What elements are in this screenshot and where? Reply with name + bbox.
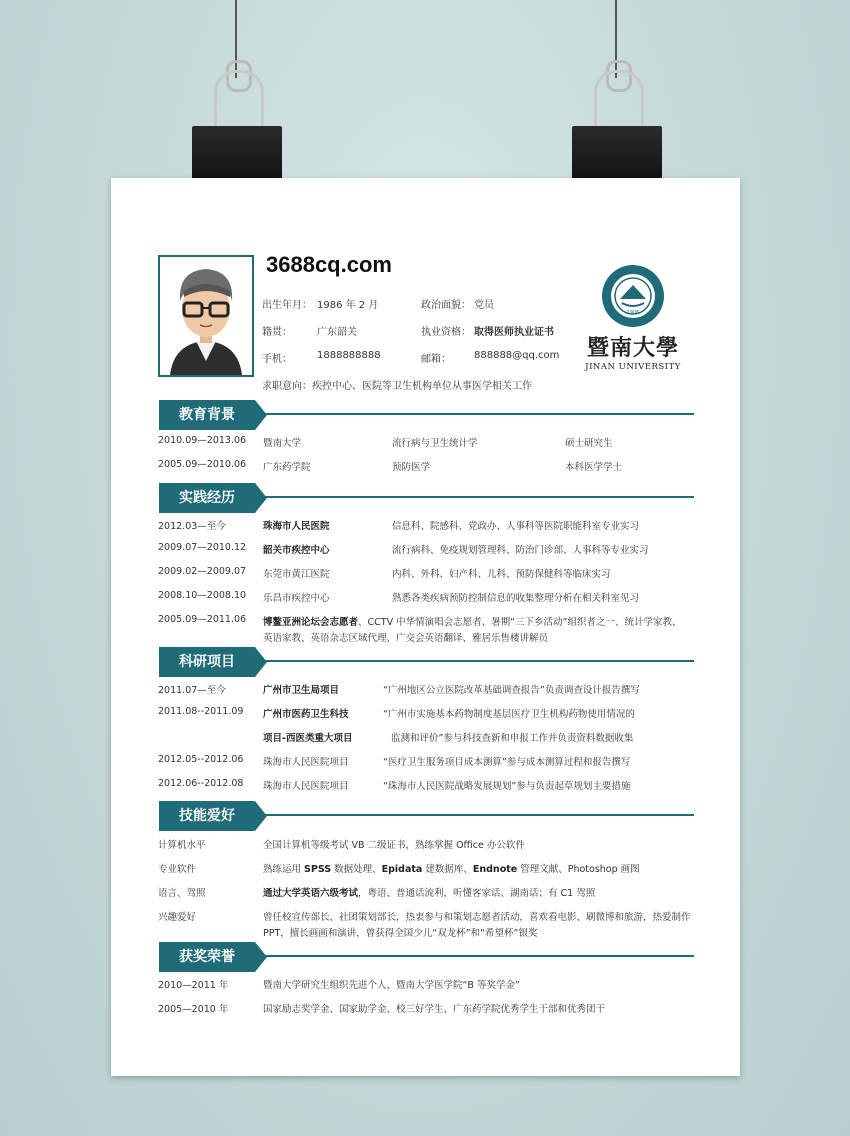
education-degree: 硕士研究生 bbox=[565, 438, 613, 449]
binder-clip-right bbox=[572, 60, 662, 182]
seal-year: 1906 bbox=[626, 310, 640, 316]
section-divider bbox=[255, 660, 694, 662]
university-name-cn: 暨南大學 bbox=[586, 335, 679, 361]
university-seal-icon bbox=[578, 263, 688, 329]
education-date: 2010.09—2013.06 bbox=[158, 435, 247, 446]
candidate-name: 3688cq.com bbox=[266, 252, 392, 277]
practice-org: 东莞市黄江医院 bbox=[263, 569, 330, 580]
research-date: 2011.08--2011.09 bbox=[158, 706, 244, 717]
practice-date: 2008.10—2008.10 bbox=[158, 590, 247, 601]
birth-label: 出生年月： bbox=[262, 300, 312, 311]
hometown-value: 广东韶关 bbox=[317, 327, 357, 338]
skill-desc: 熟练运用 bbox=[263, 864, 305, 875]
resume-sheet bbox=[111, 178, 740, 1076]
license-label: 执业资格： bbox=[421, 327, 471, 338]
section-awards-title: 获奖荣誉 bbox=[159, 942, 255, 972]
skill-desc: 管理文献、Photoshop 画图 bbox=[517, 864, 640, 875]
binder-clip-left bbox=[192, 60, 282, 182]
section-skills-title: 技能爱好 bbox=[159, 801, 255, 831]
research-org: 广州市卫生局项目 bbox=[263, 685, 340, 696]
license-value: 取得医师执业证书 bbox=[474, 327, 554, 338]
section-divider bbox=[255, 496, 694, 498]
skill-cet6: 通过大学英语六级考试 bbox=[263, 888, 359, 899]
practice-org: 博鳌亚洲论坛会志愿者 bbox=[263, 617, 359, 628]
skill-software-line bbox=[263, 861, 640, 875]
practice-desc: 熟悉各类疾病预防控制信息的收集整理分析在相关科室见习 bbox=[392, 593, 640, 604]
email-label: 邮箱： bbox=[421, 354, 451, 365]
skill-language-line bbox=[263, 885, 595, 899]
practice-date: 2012.03—至今 bbox=[158, 521, 226, 532]
practice-desc: 、CCTV 中华情演唱会志愿者、暑期“三下乡活动”组织者之一、统计学家教、 bbox=[358, 617, 682, 628]
research-desc: “广州市实施基本药物制度基层医疗卫生机构药物使用情况的 bbox=[383, 709, 635, 720]
research-org: 广州市医药卫生科技 bbox=[263, 709, 349, 720]
political-label: 政治面貌： bbox=[421, 300, 471, 311]
practice-org: 韶关市疾控中心 bbox=[263, 545, 330, 556]
practice-date: 2009.02—2009.07 bbox=[158, 566, 247, 577]
avatar-illustration bbox=[160, 257, 252, 375]
research-org: 珠海市人民医院项目 bbox=[263, 757, 349, 768]
skill-desc: ，粤语、普通话流利，听懂客家话、湖南话；有 C1 驾照 bbox=[358, 888, 596, 899]
award-desc: 暨南大学研究生组织先进个人、暨南大学医学院“B 等奖学金” bbox=[263, 980, 520, 991]
research-desc: 监测和评价”参与科技查新和申报工作并负责资料数据收集 bbox=[391, 733, 634, 744]
practice-desc: 内科、外科、妇产科、儿科、预防保健科等临床实习 bbox=[392, 569, 611, 580]
skill-label: 专业软件 bbox=[158, 864, 197, 875]
avatar bbox=[158, 255, 254, 377]
skill-label: 兴趣爱好 bbox=[158, 912, 197, 923]
practice-org: 珠海市人民医院 bbox=[263, 521, 330, 532]
education-degree: 本科医学学士 bbox=[565, 462, 623, 473]
skill-epidata: Epidata bbox=[381, 864, 423, 875]
research-desc: “珠海市人民医院战略发展规划”参与负责起草规划主要措施 bbox=[383, 781, 631, 792]
education-date: 2005.09—2010.06 bbox=[158, 459, 247, 470]
skill-label: 计算机水平 bbox=[158, 840, 206, 851]
birth-value: 1986 年 2 月 bbox=[317, 300, 379, 311]
section-practice-title: 实践经历 bbox=[159, 483, 255, 513]
skill-spss: SPSS bbox=[304, 864, 332, 875]
practice-org: 乐昌市疾控中心 bbox=[263, 593, 330, 604]
education-major: 预防医学 bbox=[392, 462, 431, 473]
education-school: 广东药学院 bbox=[263, 462, 311, 473]
political-value: 党员 bbox=[474, 300, 494, 311]
research-desc: “医疗卫生服务项目成本测算”参与成本测算过程和报告撰写 bbox=[383, 757, 631, 768]
research-desc: “广州地区公立医院改革基础调查报告”负责调查设计报告撰写 bbox=[383, 685, 640, 696]
skill-desc: 数据处理、 bbox=[331, 864, 382, 875]
skill-label: 语言、驾照 bbox=[158, 888, 206, 899]
section-divider bbox=[255, 413, 694, 415]
section-divider bbox=[255, 814, 694, 816]
award-date: 2010—2011 年 bbox=[158, 980, 229, 991]
education-major: 流行病与卫生统计学 bbox=[392, 438, 478, 449]
skill-endnote: Endnote bbox=[472, 864, 518, 875]
hometown-label: 籍贯： bbox=[262, 327, 292, 338]
research-date: 2011.07—至今 bbox=[158, 685, 226, 696]
university-logo bbox=[578, 263, 688, 378]
award-date: 2005—2010 年 bbox=[158, 1004, 229, 1015]
phone-label: 手机： bbox=[262, 354, 292, 365]
email-value: 888888@qq.com bbox=[474, 350, 560, 361]
practice-date: 2005.09—2011.06 bbox=[158, 614, 247, 625]
section-divider bbox=[255, 955, 694, 957]
research-org: 项目-西医类重大项目 bbox=[263, 733, 353, 744]
practice-desc-continued: 英语家教、英语杂志区域代理、广交会英语翻译、雅居乐售楼讲解员 bbox=[263, 633, 549, 644]
skill-desc: 曾任校宣传部长、社团策划部长，热衷参与和策划志愿者活动，喜欢看电影、刷微博和旅游，热爱制作 bbox=[263, 912, 691, 923]
university-name-en: JINAN UNIVERSITY bbox=[585, 362, 681, 372]
section-education-title: 教育背景 bbox=[159, 400, 255, 430]
research-date: 2012.06--2012.08 bbox=[158, 778, 244, 789]
skill-desc: 全国计算机等级考试 VB 二级证书，熟练掌握 Office 办公软件 bbox=[263, 840, 525, 851]
job-intention: 求职意向：疾控中心、医院等卫生机构单位从事医学相关工作 bbox=[262, 381, 532, 392]
education-school: 暨南大学 bbox=[263, 438, 302, 449]
skill-desc-continued: PPT，擅长画画和演讲，曾获得全国少儿“双龙杯”和“希望杯”银奖 bbox=[263, 928, 538, 939]
research-date: 2012.05--2012.06 bbox=[158, 754, 244, 765]
practice-desc: 流行病科、免疫规划管理科、防治门诊部、人事科等专业实习 bbox=[392, 545, 649, 556]
award-desc: 国家励志奖学金、国家助学金、校三好学生、广东药学院优秀学生干部和优秀团干 bbox=[263, 1004, 606, 1015]
practice-volunteer-line bbox=[263, 614, 681, 628]
research-org: 珠海市人民医院项目 bbox=[263, 781, 349, 792]
skill-desc: 建数据库、 bbox=[422, 864, 473, 875]
practice-date: 2009.07—2010.12 bbox=[158, 542, 247, 553]
section-research-title: 科研项目 bbox=[159, 647, 255, 677]
practice-desc: 信息科、院感科、党政办、人事科等医院职能科室专业实习 bbox=[392, 521, 640, 532]
phone-value: 1888888888 bbox=[317, 350, 381, 361]
